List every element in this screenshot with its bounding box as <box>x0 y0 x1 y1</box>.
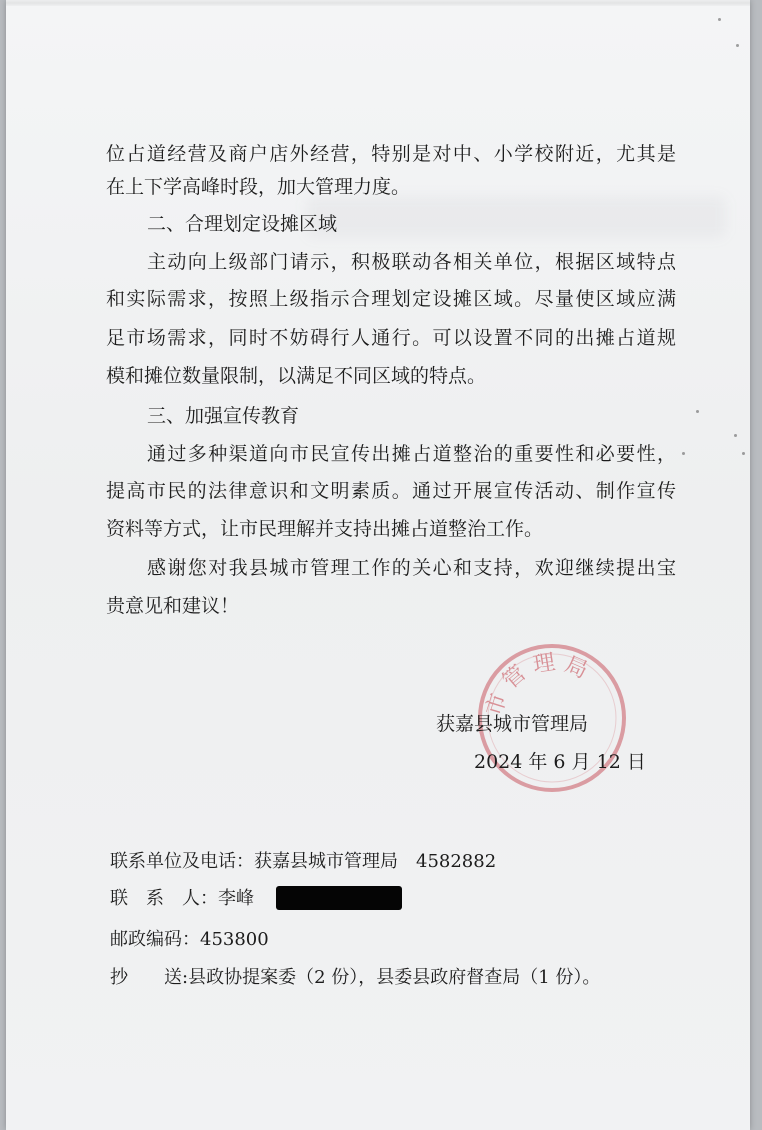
document-page <box>6 0 750 1130</box>
carbon-copy: 抄 送:县政协提案委（2 份），县委县政府督查局（1 份）。 <box>110 967 601 988</box>
svg-text:市 管 理 局 <box>482 650 591 719</box>
body-line: 提高市民的法律意识和文明素质。通过开展宣传活动、制作宣传 <box>106 480 676 502</box>
bleed-through-shadow <box>306 196 726 238</box>
dust-speck <box>696 410 699 413</box>
body-line: 贵意见和建议！ <box>106 595 240 617</box>
postal-code: 邮政编码：453800 <box>110 929 269 950</box>
body-line: 资料等方式，让市民理解并支持出摊占道整治工作。 <box>106 518 544 540</box>
body-line: 感谢您对我县城市管理工作的关心和支持，欢迎继续提出宝 <box>147 557 676 579</box>
seal-text: 市 管 理 局 <box>481 650 592 719</box>
redaction-bar <box>276 886 402 910</box>
section-heading: 二、合理划定设摊区域 <box>147 213 338 235</box>
body-line: 和实际需求，按照上级指示合理划定设摊区域。尽量使区域应满 <box>106 288 676 310</box>
dust-speck <box>682 452 685 455</box>
body-line: 主动向上级部门请示，积极联动各相关单位，根据区域特点 <box>147 251 676 273</box>
dust-speck <box>734 434 737 437</box>
body-line: 足市场需求，同时不妨碍行人通行。可以设置不同的出摊占道规 <box>106 327 676 349</box>
contact-person: 联 系 人：李峰 <box>110 888 254 909</box>
issue-date: 2024 年 6 月 12 日 <box>474 751 646 773</box>
dust-speck <box>742 452 745 455</box>
contact-unit-phone: 联系单位及电话：获嘉县城市管理局 4582882 <box>110 851 497 872</box>
dust-speck <box>718 18 721 21</box>
body-line: 位占道经营及商户店外经营，特别是对中、小学校附近，尤其是 <box>106 143 676 165</box>
body-line: 通过多种渠道向市民宣传出摊占道整治的重要性和必要性， <box>147 443 676 465</box>
issuing-organization: 获嘉县城市管理局 <box>436 713 589 735</box>
body-line: 在上下学高峰时段，加大管理力度。 <box>106 176 411 198</box>
dust-speck <box>736 44 739 47</box>
body-line: 模和摊位数量限制，以满足不同区域的特点。 <box>106 365 487 387</box>
section-heading: 三、加强宣传教育 <box>147 405 300 427</box>
page-fold <box>6 0 750 6</box>
